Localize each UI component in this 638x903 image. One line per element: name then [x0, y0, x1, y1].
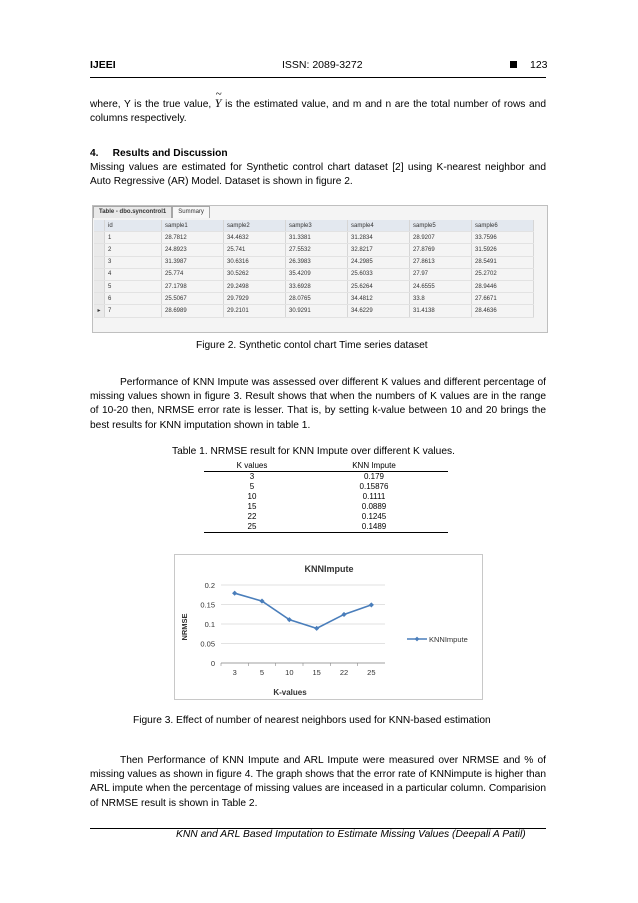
- chart-svg: [175, 555, 482, 699]
- y-tick-label: 0.2: [204, 581, 215, 590]
- x-tick-label: 25: [367, 668, 376, 677]
- y-tick-label: 0.05: [200, 639, 215, 649]
- page-number: 123: [530, 59, 548, 71]
- table-row: 5 27.1798 29.2498 33.6928 25.6264 24.6555 28.9446: [94, 280, 534, 292]
- nrmse-table: [204, 461, 448, 533]
- x-tick-label: 5: [259, 668, 265, 677]
- paragraph-definitions: [90, 96, 546, 126]
- table-row: 3 31.3987 30.6316 26.3983 24.2985 27.8613 28.5491: [94, 256, 534, 268]
- col-header: sample2: [224, 220, 286, 232]
- row-selector-icon: ▸: [94, 305, 105, 317]
- table-row: 4 25.774 30.5262 35.4209 25.6033 27.97 25.2702: [94, 268, 534, 280]
- header-rule: [90, 77, 546, 78]
- dataset-screenshot: [92, 205, 548, 333]
- legend-label: KNNImpute: [429, 635, 468, 644]
- section-title: Results and Discussion: [112, 148, 228, 159]
- table-row: 10 0.1111: [247, 492, 386, 501]
- x-tick-label: 15: [312, 668, 321, 677]
- col-header-k: K values: [204, 461, 300, 472]
- x-tick-label: 3: [232, 668, 237, 677]
- series-line: [235, 593, 372, 628]
- table-row: 1 28.7812 34.4632 31.3381 31.2834 28.9207 33.7596: [94, 232, 534, 244]
- table-row: 5 0.15876: [249, 482, 389, 491]
- col-header: sample4: [348, 220, 410, 232]
- y-tilde-symbol: ~ Y: [215, 96, 222, 110]
- journal-name: IJEEI: [90, 59, 116, 71]
- section-body: Missing values are estimated for Synthetic control chart dataset [2] using K-nearest neighbor and Auto Regressive (AR) Model. Dataset is shown in figure 2.: [90, 162, 546, 188]
- x-tick-label: 10: [285, 668, 294, 677]
- data-point: [232, 591, 237, 596]
- table-row: 3 0.179: [249, 472, 385, 481]
- col-header-knn: KNN Impute: [300, 461, 448, 472]
- table-row: 6 25.5067 29.7929 28.0765 34.4812 33.8 27.6671: [94, 293, 534, 305]
- y-tick-label: 0: [210, 659, 215, 668]
- chart-ylabel: NRMSE: [180, 613, 189, 641]
- col-header: sample5: [410, 220, 472, 232]
- figure2-caption: Figure 2. Synthetic contol chart Time series dataset: [196, 340, 428, 351]
- y-tick-label: 0.15: [200, 600, 215, 610]
- running-footer: KNN and ARL Based Imputation to Estimate Missing Values (Deepali A Patil): [176, 829, 526, 840]
- tab-table: Table - dbo.syncontrol1: [93, 206, 172, 218]
- chart-xlabel: K-values: [273, 688, 307, 697]
- col-header: sample6: [472, 220, 534, 232]
- chart-title: KNNImpute: [304, 564, 354, 574]
- square-bullet-icon: [510, 61, 517, 68]
- data-point: [369, 602, 374, 607]
- table-row: 2 24.8923 25.741 27.5532 32.8217 27.8769 31.5926: [94, 244, 534, 256]
- para1-text-a: where, Y is the true value,: [90, 99, 212, 110]
- tab-summary: Summary: [172, 206, 210, 218]
- table1-caption: Table 1. NRMSE result for KNN Impute over different K values.: [172, 446, 455, 457]
- table-row: 25 0.1489: [204, 522, 448, 533]
- x-tick-label: 22: [339, 668, 349, 677]
- issn: ISSN: 2089-3272: [282, 59, 363, 71]
- legend-marker: [415, 637, 420, 642]
- paragraph-knn-performance: Performance of KNN Impute was assessed over different K values and different percentage of missing values shown in figure 3. Result shows that when the numbers of K values are in the range of 10-20 then, NRMSE error rate is lesser. That is, by setting k-value between 10 and 20 brings the best results for KNN imputation shown in table 1.: [90, 377, 546, 431]
- para1-text-b: is the estimated value, and m and n are the total number of rows and columns respectively.: [90, 99, 546, 125]
- col-header: sample1: [162, 220, 224, 232]
- knn-impute-chart: [174, 554, 483, 700]
- dataset-grid: [94, 220, 534, 318]
- section-number: 4.: [90, 148, 99, 159]
- table-row: ▸ 7 28.6989 29.2101 30.9291 34.6229 31.4138 28.4636: [94, 305, 534, 317]
- table-row: 15 0.0889: [247, 502, 387, 511]
- section-heading: [90, 147, 546, 161]
- table-row: 22 0.1245: [247, 512, 387, 521]
- col-header: sample3: [286, 220, 348, 232]
- y-tick-label: 0.1: [204, 620, 215, 629]
- paragraph-comparison: Then Performance of KNN Impute and ARL Impute were measured over NRMSE and % of missing values as shown in figure 4. The graph shows that the error rate of KNNimpute is higher than ARL impute when the percentage of missing values are inceased in a particular column. Comparision of NRMSE result is shown in Table 2.: [90, 755, 546, 809]
- figure3-caption: Figure 3. Effect of number of nearest neighbors used for KNN-based estimation: [133, 715, 491, 726]
- col-header: id: [105, 220, 162, 232]
